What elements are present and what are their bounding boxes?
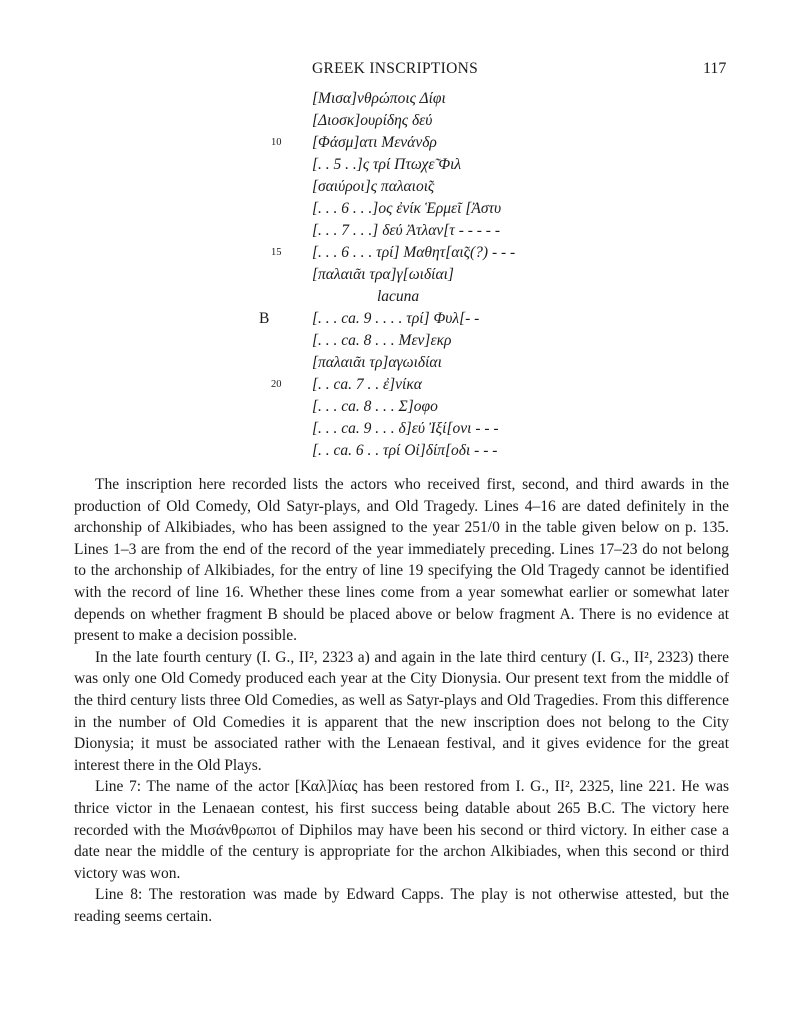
page-number: 117 — [703, 60, 727, 77]
inscription-line-text: [Φάσμ]ατι Μενάνδρ — [312, 134, 437, 151]
inscription-line — [255, 374, 655, 396]
paragraph: The inscription here recorded lists the actors who received first, second, and third awards in the production of Old Comedy, Old Satyr-plays, and Old Tragedy. Lines 4–16 are dated definitely in the archonship of Alkibiades, who has been assigned to the year 251/0 in the table given below on p. 135. Lines 1–3 are from the end of the record of the year immediately preceding. Lines 17–23 do not belong to the archonship of Alkibiades, for the entry of line 19 specifying the Old Tragedy cannot be identified with the record of line 16. Whether these lines come from a year somewhat earlier or somewhat later depends on whether fragment B should be placed above or below fragment A. There is no evidence at present to make a decision possible. — [74, 476, 729, 645]
line-number: 10 — [271, 137, 282, 148]
line-number: 15 — [271, 247, 282, 258]
paragraph: Line 7: The name of the actor [Καλ]λίας has been restored from I. G., II², 2325, line 221. He was thrice victor in the Lenaean contest, his first success being datable about 265 B.C. The victory here recorded with the Μισάνθρωποι of Diphilos may have been his second or third victory. In either case a date near the middle of the century is appropriate for the archon Alkibiades, when this second or third victory was won. — [74, 778, 729, 882]
inscription-line-text: [. . ca. 7 . . ἐ]νίκα — [312, 376, 422, 393]
paragraph: In the late fourth century (I. G., II², 2323 a) and again in the late third century (I. G., II², 2323) there was only one Old Comedy produced each year at the City Dionysia. Our present text from the middle of the third century lists three Old Comedies, as well as Satyr-plays and Old Tragedies. From this difference in the number of Old Comedies it is apparent that the new inscription does not belong to the City Dionysia; it must be associated rather with the Lenaean festival, and it gives evidence for the great interest there in the Old Plays. — [74, 648, 729, 774]
inscription-text — [255, 88, 655, 462]
inscription-line-text: [. . . ca. 9 . . . . τρί] Φυλ[- - — [312, 310, 480, 327]
commentary — [74, 474, 729, 927]
inscription-line — [255, 88, 655, 110]
fragment-label: B — [259, 310, 270, 327]
inscription-line-text: [. . . 6 . . .]ος ἐνίκ Ἑρμεῖ [Ἀστυ — [312, 200, 502, 217]
inscription-line — [255, 418, 655, 440]
inscription-line — [255, 132, 655, 154]
inscription-line-text: [. . . ca. 8 . . . Σ]οφο — [312, 398, 438, 415]
inscription-line-text: [Μισα]νθρώποις Δίφι — [312, 90, 446, 107]
inscription-line — [255, 198, 655, 220]
inscription-line-text: [. . ca. 6 . . τρί Οἰ]δίπ[οδι - - - — [312, 442, 498, 459]
inscription-line-text: [Διοσκ]ουρίδης δεύ — [312, 112, 433, 129]
lacuna-line — [255, 286, 655, 308]
inscription-line-text: [. . . 6 . . . τρί] Μαθητ[αι̃ς(?) - - - — [312, 244, 516, 261]
inscription-line-text: [. . 5 . .]ς τρί Πτωχε̃ Φιλ — [312, 156, 462, 173]
inscription-line — [255, 330, 655, 352]
inscription-line — [255, 352, 655, 374]
inscription-line — [255, 242, 655, 264]
inscription-line-text: [σαιύροι]ς παλαιοι̃ς — [312, 178, 435, 195]
inscription-line-text: [παλαιᾶι τρ]αγωιδίαι — [312, 354, 442, 371]
paragraph: Line 8: The restoration was made by Edward Capps. The play is not otherwise attested, but the reading seems certain. — [74, 886, 729, 925]
line-number: 20 — [271, 379, 282, 390]
inscription-line-text: [παλαιᾶι τρα]γ[ωιδίαι] — [312, 266, 454, 283]
inscription-line — [255, 220, 655, 242]
inscription-line-text: [. . . 7 . . .] δεύ Ἀτλαν[τ - - - - - — [312, 222, 500, 239]
inscription-line — [255, 308, 655, 330]
inscription-line — [255, 440, 655, 462]
inscription-line-text: [. . . ca. 8 . . . Μεν]εκρ — [312, 332, 452, 349]
lacuna-label: lacuna — [377, 288, 420, 305]
inscription-line — [255, 396, 655, 418]
inscription-line-text: [. . . ca. 9 . . . δ]εύ Ἰξί[ονι - - - — [312, 420, 499, 437]
inscription-line — [255, 176, 655, 198]
inscription-line — [255, 154, 655, 176]
inscription-line — [255, 110, 655, 132]
running-head: GREEK INSCRIPTIONS — [312, 60, 479, 77]
inscription-line — [255, 264, 655, 286]
